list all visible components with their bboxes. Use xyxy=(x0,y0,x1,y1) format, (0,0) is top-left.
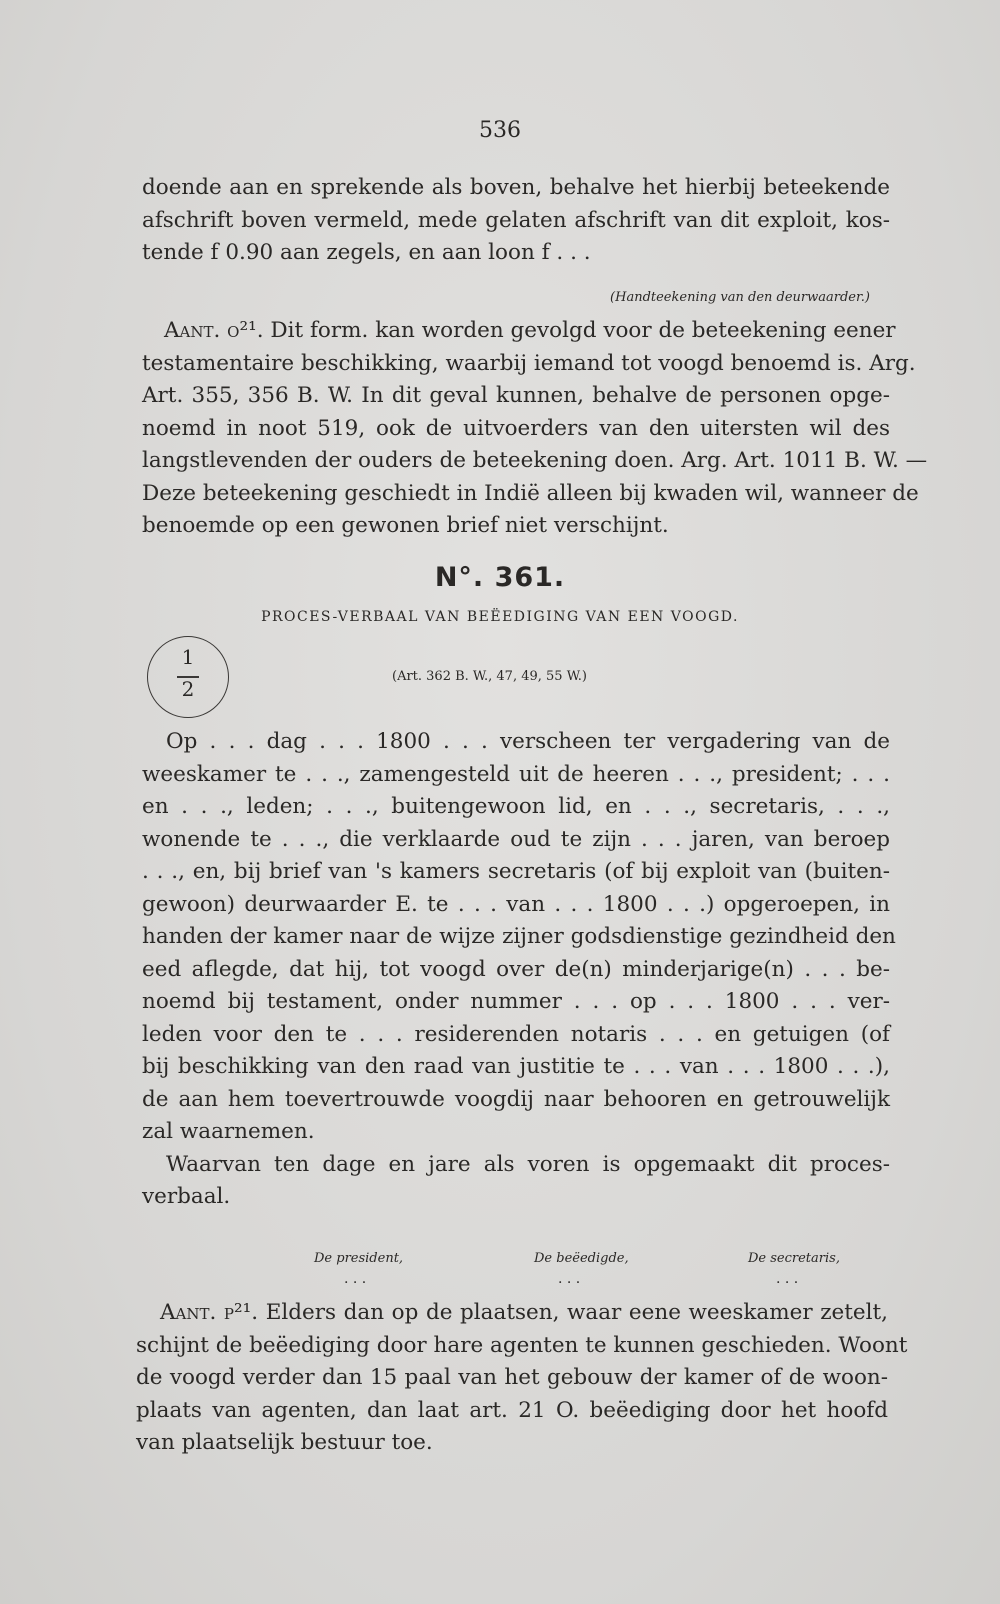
text-line: bij beschikking van den raad van justitie te . . . van . . . 1800 . . .), xyxy=(142,1054,890,1079)
text-line: testamentaire beschikking, waarbij iemand tot voogd benoemd is. Arg. xyxy=(142,350,916,376)
article-reference: (Art. 362 B. W., 47, 49, 55 W.) xyxy=(392,669,587,684)
note-first-line: Dit form. kan worden gevolgd voor de beteekening eener xyxy=(270,318,896,343)
form-number: N°. 361. xyxy=(434,562,566,593)
stamp-denominator: 2 xyxy=(181,677,195,701)
page-number: 536 xyxy=(479,118,521,143)
intro-paragraph xyxy=(142,172,890,270)
text-line: Waarvan ten dage en jare als voren is opgemaakt dit proces- xyxy=(166,1151,890,1177)
text-line: eed aflegde, dat hij, tot voogd over de(n) minderjarige(n) . . . be- xyxy=(142,956,890,982)
text-line: wonende te . . ., die verklaarde oud te zijn . . . jaren, van beroep xyxy=(142,826,890,852)
text-line xyxy=(136,1297,888,1330)
text-line xyxy=(142,315,896,348)
form-body xyxy=(142,726,896,1214)
signature-president: De president, xyxy=(314,1251,404,1266)
text-line: Art. 355, 356 B. W. In dit geval kunnen, behalve de personen opge- xyxy=(142,383,890,408)
text-line: Deze beteekening geschiedt in Indië alleen bij kwaden wil, wanneer de xyxy=(142,480,919,506)
text-line: zal waarnemen. xyxy=(142,1119,315,1144)
text-line: afschrift boven vermeld, mede gelaten afschrift van dit exploit, kos- xyxy=(142,207,890,233)
note-label: Aant. o²¹. xyxy=(164,318,264,343)
signature-dots-president: . . . xyxy=(344,1271,367,1287)
text-line: schijnt de beëediging door hare agenten te kunnen geschieden. Woont xyxy=(136,1332,908,1358)
signature-secretary: De secretaris, xyxy=(748,1251,840,1266)
text-line: leden voor den te . . . residerenden notaris . . . en getuigen (of xyxy=(142,1021,890,1047)
text-line: plaats van agenten, dan laat art. 21 O. beëediging door het hoofd xyxy=(136,1397,888,1423)
text-line: benoemde op een gewonen brief niet verschijnt. xyxy=(142,513,669,538)
text-line: noemd bij testament, onder nummer . . . op . . . 1800 . . . ver- xyxy=(142,989,890,1014)
text-line: noemd in noot 519, ook de uitvoerders van den uitersten wil des xyxy=(142,415,890,441)
note-first-line: Elders dan op de plaatsen, waar eene weeskamer zetelt, xyxy=(265,1300,888,1325)
text-line: van plaatselijk bestuur toe. xyxy=(136,1430,433,1455)
text-line: weeskamer te . . ., zamengesteld uit de heeren . . ., president; . . . xyxy=(142,761,890,787)
text-line: tende f 0.90 aan zegels, en aan loon f . . . xyxy=(142,240,591,265)
text-line: . . ., en, bij brief van 's kamers secretaris (of bij exploit van (buiten- xyxy=(142,859,890,884)
text-line: Op . . . dag . . . 1800 . . . verscheen ter vergadering van de xyxy=(166,729,890,754)
text-line: en . . ., leden; . . ., buitengewoon lid, en . . ., secretaris, . . ., xyxy=(142,794,890,819)
text-line: de aan hem toevertrouwde voogdij naar behooren en getrouwelijk xyxy=(142,1086,890,1112)
note-o-paragraph xyxy=(142,315,928,543)
text-line: verbaal. xyxy=(142,1184,231,1209)
text-line: doende aan en sprekende als boven, behalve het hierbij beteekende xyxy=(142,175,890,200)
signature-dots-secretary: . . . xyxy=(776,1271,799,1287)
text-line: handen der kamer naar de wijze zijner godsdienstige gezindheid den xyxy=(142,924,896,949)
text-line: de voogd verder dan 15 paal van het gebouw der kamer of de woon- xyxy=(136,1365,888,1390)
fraction-stamp xyxy=(147,636,229,718)
text-line: gewoon) deurwaarder E. te . . . van . . . 1800 . . .) opgeroepen, in xyxy=(142,891,890,917)
note-p-paragraph xyxy=(136,1297,908,1460)
note-label: Aant. p²¹. xyxy=(160,1300,259,1325)
stamp-numerator: 1 xyxy=(181,645,195,669)
text-line: langstlevenden der ouders de beteekening doen. Arg. Art. 1011 B. W. — xyxy=(142,448,928,473)
form-title: PROCES-VERBAAL VAN BEËEDIGING VAN EEN VOOGD. xyxy=(261,609,739,625)
signature-note: (Handteekening van den deurwaarder.) xyxy=(610,290,870,305)
signature-dots-sworn: . . . xyxy=(558,1271,581,1287)
signature-sworn: De beëedigde, xyxy=(534,1251,629,1266)
